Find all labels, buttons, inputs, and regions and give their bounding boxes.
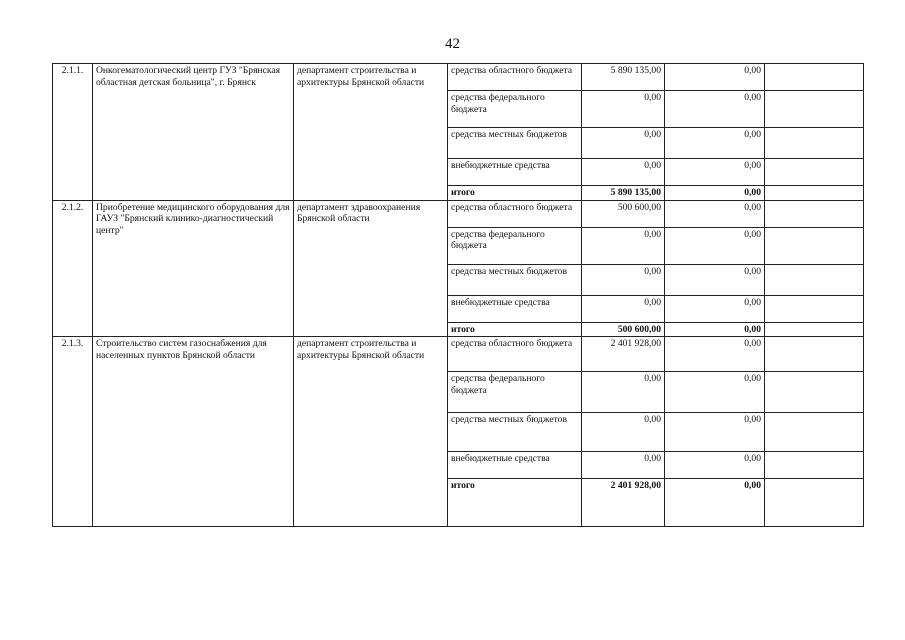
- source-amount: 0,00: [582, 295, 665, 322]
- item-name: Приобретение медицинского оборудования для ГАУЗ "Брянский клинико-диагностический центр": [93, 200, 294, 337]
- source-col2: 0,00: [665, 337, 765, 372]
- source-col2: 0,00: [665, 64, 765, 91]
- source-label: средства областного бюджета: [448, 64, 582, 91]
- empty-cell: [765, 64, 864, 91]
- total-col2: 0,00: [665, 186, 765, 201]
- empty-cell: [765, 91, 864, 128]
- budget-table: [52, 63, 864, 527]
- source-label: средства федерального бюджета: [448, 227, 582, 264]
- source-amount: 2 401 928,00: [582, 337, 665, 372]
- source-label: средства местных бюджетов: [448, 413, 582, 452]
- source-col2: 0,00: [665, 413, 765, 452]
- item-department: департамент строительства и архитектуры Брянской области: [294, 337, 448, 527]
- source-label: средства федерального бюджета: [448, 372, 582, 413]
- total-col2: 0,00: [665, 322, 765, 337]
- empty-cell: [765, 159, 864, 186]
- source-col2: 0,00: [665, 128, 765, 159]
- item-number: 2.1.3.: [53, 337, 93, 527]
- source-amount: 5 890 135,00: [582, 64, 665, 91]
- empty-cell: [765, 128, 864, 159]
- source-amount: 0,00: [582, 91, 665, 128]
- item-number: 2.1.1.: [53, 64, 93, 201]
- source-label: внебюджетные средства: [448, 295, 582, 322]
- source-label: средства местных бюджетов: [448, 128, 582, 159]
- empty-cell: [765, 186, 864, 201]
- source-amount: 500 600,00: [582, 200, 665, 227]
- total-amount: 500 600,00: [582, 322, 665, 337]
- source-amount: 0,00: [582, 452, 665, 479]
- total-col2: 0,00: [665, 479, 765, 527]
- source-label: средства федерального бюджета: [448, 91, 582, 128]
- empty-cell: [765, 372, 864, 413]
- empty-cell: [765, 295, 864, 322]
- item-name: Онкогематологический центр ГУЗ "Брянская областная детская больница", г. Брянск: [93, 64, 294, 201]
- page-number: 42: [445, 36, 460, 52]
- source-label: внебюджетные средства: [448, 159, 582, 186]
- empty-cell: [765, 452, 864, 479]
- item-department: департамент строительства и архитектуры Брянской области: [294, 64, 448, 201]
- empty-cell: [765, 200, 864, 227]
- item-name: Строительство систем газоснабжения для населенных пунктов Брянской области: [93, 337, 294, 527]
- source-col2: 0,00: [665, 264, 765, 295]
- empty-cell: [765, 479, 864, 527]
- empty-cell: [765, 227, 864, 264]
- table-row: [53, 64, 864, 91]
- source-col2: 0,00: [665, 227, 765, 264]
- source-label: средства областного бюджета: [448, 200, 582, 227]
- source-col2: 0,00: [665, 200, 765, 227]
- source-col2: 0,00: [665, 372, 765, 413]
- source-amount: 0,00: [582, 264, 665, 295]
- source-amount: 0,00: [582, 413, 665, 452]
- total-label: итого: [448, 186, 582, 201]
- item-department: департамент здравоохранения Брянской области: [294, 200, 448, 337]
- source-col2: 0,00: [665, 452, 765, 479]
- total-amount: 2 401 928,00: [582, 479, 665, 527]
- empty-cell: [765, 413, 864, 452]
- total-label: итого: [448, 479, 582, 527]
- source-amount: 0,00: [582, 159, 665, 186]
- table-row: [53, 337, 864, 372]
- item-number: 2.1.2.: [53, 200, 93, 337]
- table-row: [53, 200, 864, 227]
- empty-cell: [765, 264, 864, 295]
- source-label: внебюджетные средства: [448, 452, 582, 479]
- empty-cell: [765, 322, 864, 337]
- empty-cell: [765, 337, 864, 372]
- total-amount: 5 890 135,00: [582, 186, 665, 201]
- source-amount: 0,00: [582, 128, 665, 159]
- source-col2: 0,00: [665, 295, 765, 322]
- source-label: средства областного бюджета: [448, 337, 582, 372]
- source-col2: 0,00: [665, 159, 765, 186]
- source-amount: 0,00: [582, 227, 665, 264]
- source-label: средства местных бюджетов: [448, 264, 582, 295]
- source-col2: 0,00: [665, 91, 765, 128]
- source-amount: 0,00: [582, 372, 665, 413]
- total-label: итого: [448, 322, 582, 337]
